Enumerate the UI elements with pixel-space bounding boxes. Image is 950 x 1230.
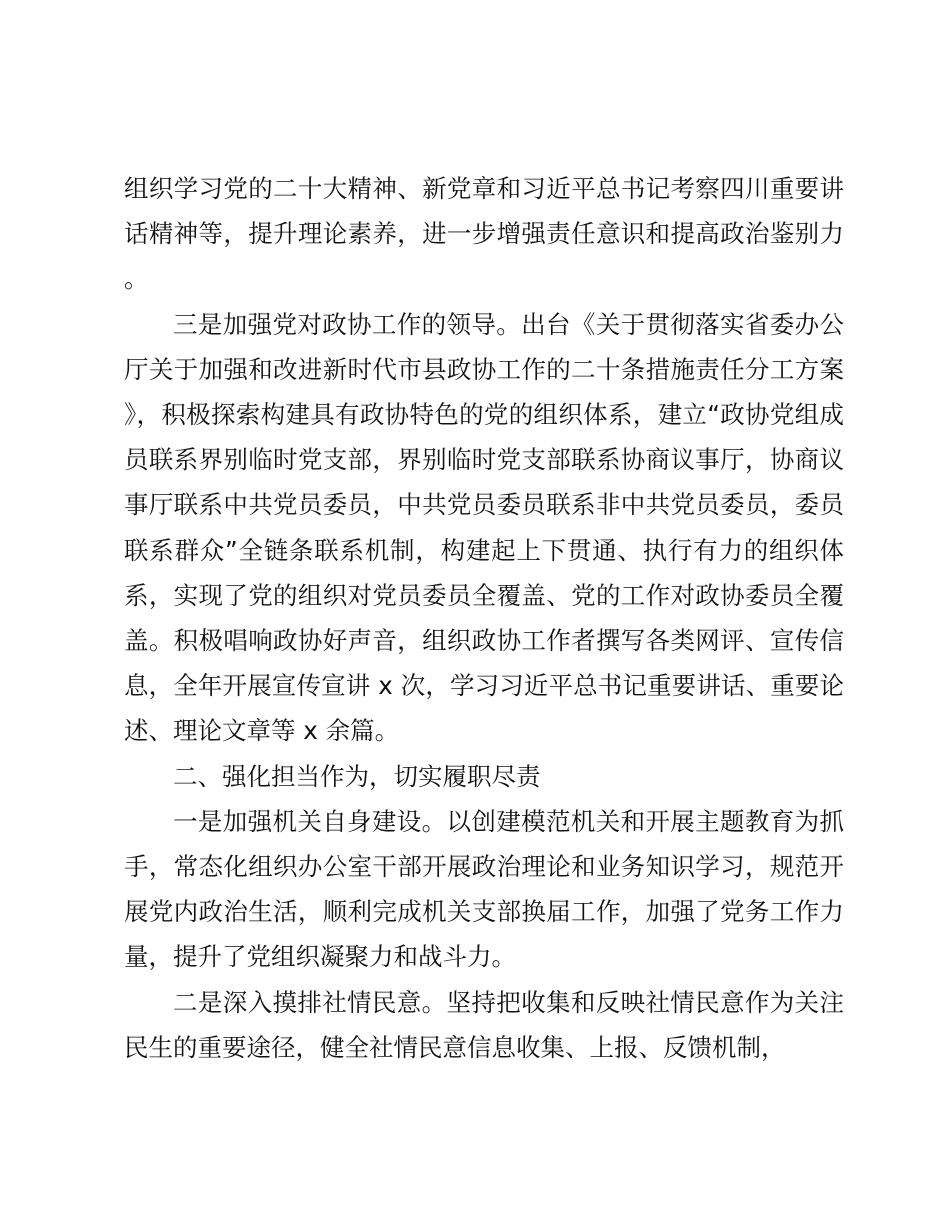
paragraph-theory-study-continuation: 组织学习党的二十大精神、新党章和习近平总书记考察四川重要讲话精神等，提升理论素养，进一步增强责任意识和提高政治鉴别力。 xyxy=(124,174,844,294)
section-heading-duty: 二、强化担当作为，切实履职尽责 xyxy=(173,761,541,791)
document-body xyxy=(124,166,844,1070)
paragraph-organ-building: 一是加强机关自身建设。以创建模范机关和开展主题教育为抓手，常态化组织办公室干部开展政治理论和业务知识学习，规范开展党内政治生活，顺利完成机关支部换届工作，加强了党务工作力量，提升了党组织凝聚力和战斗力。 xyxy=(124,806,844,972)
paragraph-party-leadership: 三是加强党对政协工作的领导。出台《关于贯彻落实省委办公厅关于加强和改进新时代市县政协工作的二十条措施责任分工方案》，积极探索构建具有政协特色的党的组织体系，建立“政协党组成员联系界别临时党支部，界别临时党支部联系协商议事厅，协商议事厅联系中共党员委员，中共党员委员联系非中共党员委员，委员联系群众”全链条联系机制，构建起上下贯通、执行有力的组织体系，实现了党的组织对党员委员全覆盖、党的工作对政协委员全覆盖。积极唱响政协好声音，组织政协工作者撰写各类网评、宣传信息，全年开展宣传宣讲 x 次，学习习近平总书记重要讲话、重要论述、理论文章等 x 余篇。 xyxy=(124,309,844,746)
paragraph-public-opinion: 二是深入摸排社情民意。坚持把收集和反映社情民意作为关注民生的重要途径，健全社情民意信息收集、上报、反馈机制， xyxy=(124,987,844,1062)
